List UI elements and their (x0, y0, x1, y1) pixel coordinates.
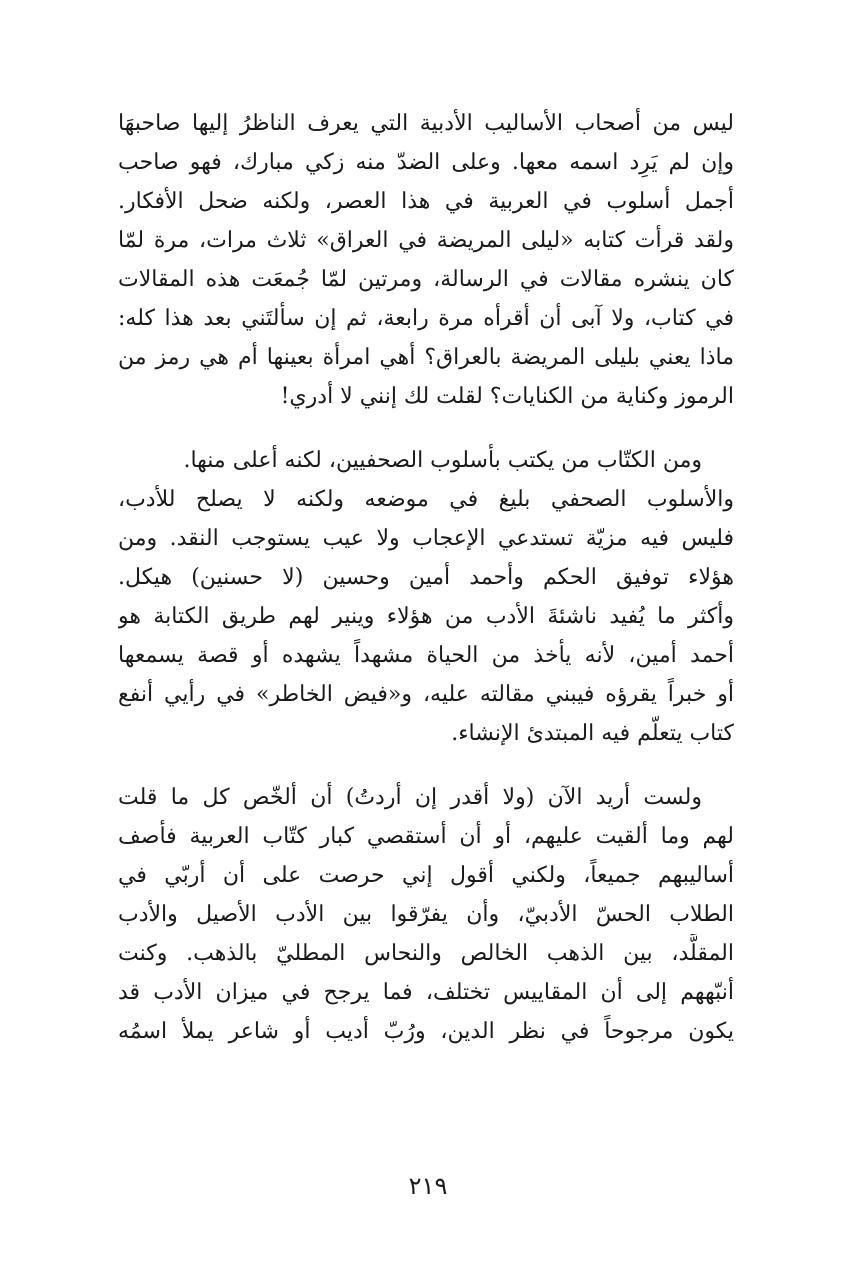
paragraph-1 (118, 104, 734, 416)
text-line: الرموز وكناية من الكنايات؟ لقلت لك إنني لا أدري! (280, 384, 734, 409)
paragraph-3 (118, 778, 734, 1051)
text-line: فليس فيه مزيّة تستدعي الإعجاب ولا عيب يستوجب النقد. ومن (118, 526, 734, 551)
paragraph-2 (118, 441, 734, 753)
text-line: ولقد قرأت كتابه «ليلى المريضة في العراق» ثلاث مرات، مرة لمّا (118, 228, 734, 253)
text-line: أجمل أسلوب في العربية في هذا العصر، ولكنه ضحل الأفكار. (118, 189, 734, 214)
text-line: يكون مرجوحاً في نظر الدين، ورُبّ أديب أو شاعر يملأ اسمُه (118, 1019, 734, 1044)
text-line: أنبّههم إلى أن المقاييس تختلف، فما يرجح في ميزان الأدب قد (118, 980, 734, 1005)
body-text (118, 104, 734, 1051)
text-line: كتاب يتعلّم فيه المبتدئ الإنشاء. (451, 721, 734, 746)
text-line: أحمد أمين، لأنه يأخذ من الحياة مشهداً يشهده أو قصة يسمعها (118, 643, 734, 668)
text-line: الطلاب الحسّ الأدبيّ، وأن يفرّقوا بين الأدب الأصيل والأدب (118, 902, 734, 927)
text-line: ليس من أصحاب الأساليب الأدبية التي يعرف الناظرُ إليها صاحبهَا (118, 111, 734, 136)
text-line: ولست أريد الآن (ولا أقدر إن أردتُ) أن ألخّص كل ما قلت (118, 785, 702, 810)
text-line: المقلَّد، بين الذهب الخالص والنحاس المطليّ بالذهب. وكنت (118, 941, 734, 966)
text-line: وإن لم يَرِد اسمه معها. وعلى الضدّ منه زكي مبارك، فهو صاحب (118, 150, 734, 175)
text-line: هؤلاء توفيق الحكم وأحمد أمين وحسين (لا حسنين) هيكل. (118, 565, 734, 590)
text-line: ومن الكتّاب من يكتب بأسلوب الصحفيين، لكنه أعلى منها. (183, 448, 702, 473)
text-line: كان ينشره مقالات في الرسالة، ومرتين لمّا جُمعَت هذه المقالات (118, 267, 734, 292)
text-line: وأكثر ما يُفيد ناشئةَ الأدب من هؤلاء وينير لهم طريق الكتابة هو (118, 604, 734, 629)
text-line: أو خبراً يقرؤه فيبني مقالته عليه، و«فيض الخاطر» في رأيي أنفع (118, 682, 734, 707)
text-line: والأسلوب الصحفي بليغ في موضعه ولكنه لا يصلح للأدب، (118, 487, 734, 512)
text-line: لهم وما ألقيت عليهم، أو أن أستقصي كبار كتّاب العربية فأصف (118, 824, 734, 849)
text-line: في كتاب، ولا آبى أن أقرأه مرة رابعة، ثم إن سألتَني بعد هذا كله: (118, 306, 734, 331)
text-line: أساليبهم جميعاً، ولكني أقول إني حرصت على أن أربّي في (118, 863, 734, 888)
text-line: ماذا يعني بليلى المريضة بالعراق؟ أهي امرأة بعينها أم هي رمز من (118, 345, 734, 370)
page-number: ٢١٩ (408, 1172, 448, 1200)
